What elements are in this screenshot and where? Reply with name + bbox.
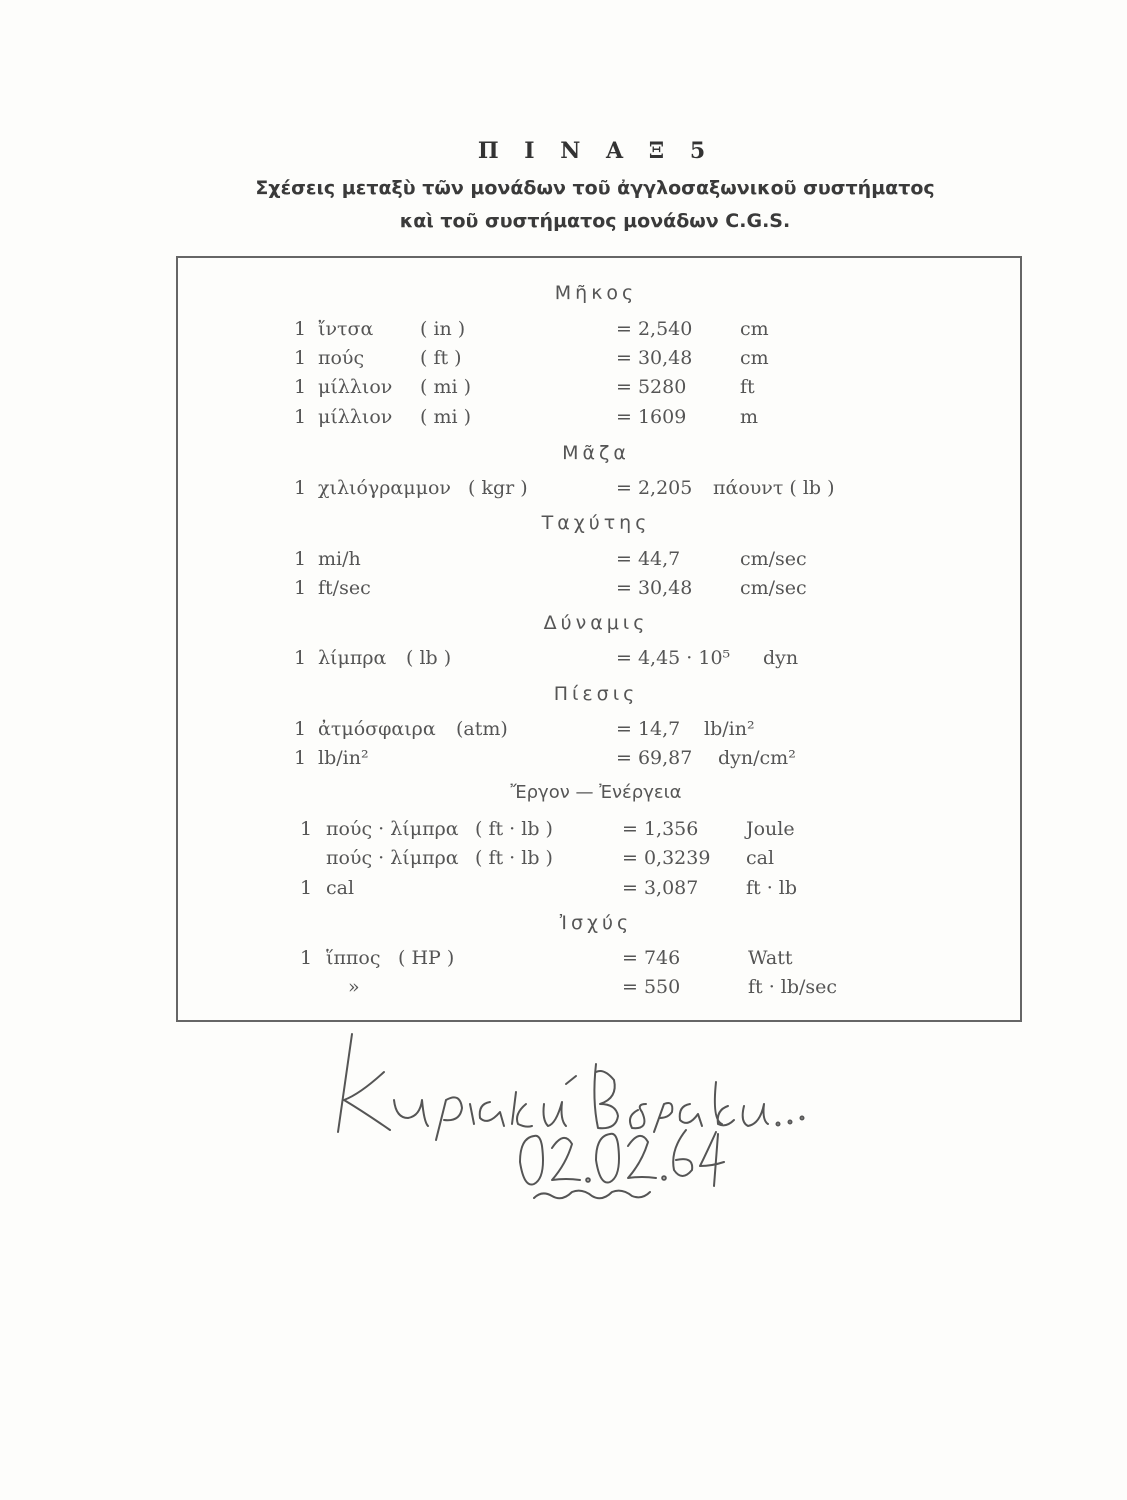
table-row — [0, 818, 1127, 844]
row-value: = 746 — [622, 947, 681, 969]
row-value: = 2,540 — [616, 318, 693, 340]
row-value: = 5280 — [616, 376, 687, 398]
table-row — [0, 718, 1127, 744]
row-target-unit: ft — [740, 376, 755, 398]
row-number: 1 — [294, 718, 307, 740]
row-value: = 30,48 — [616, 347, 693, 369]
row-target-unit: cm — [740, 347, 769, 369]
table-row — [0, 347, 1127, 373]
row-unit-abbr: ( ft · lb ) — [475, 818, 553, 840]
row-target-unit: m — [740, 406, 759, 428]
section-heading-mass: Μᾶζα — [562, 442, 630, 464]
row-target-unit: Joule — [746, 818, 795, 840]
row-unit-name: πούς — [318, 347, 365, 369]
row-value: = 0,3239 — [622, 847, 711, 869]
row-number: 1 — [294, 577, 307, 599]
row-unit-name: ἵππος — [326, 947, 381, 969]
row-unit-abbr: (atm) — [456, 718, 508, 740]
row-target-unit: cm/sec — [740, 577, 807, 599]
row-unit-abbr: ( HP ) — [398, 947, 455, 969]
page-title: Π Ι Ν Α Ξ 5 — [477, 138, 715, 164]
page-subtitle-line1: Σχέσεις μεταξὺ τῶν μονάδων τοῦ ἀγγλοσαξωνικοῦ συστήματος — [255, 177, 935, 199]
table-row — [0, 477, 1127, 503]
table-row — [0, 847, 1127, 873]
row-target-unit: Watt — [748, 947, 793, 969]
row-unit-abbr: ( mi ) — [420, 376, 471, 398]
row-unit-name: cal — [326, 877, 355, 899]
row-unit-name: ἴντσα — [318, 318, 374, 340]
row-unit-name: λίμπρα — [318, 647, 387, 669]
row-value: = 2,205 — [616, 477, 693, 499]
section-heading-work: Ἔργον — Ἐνέργεια — [510, 782, 682, 803]
section-heading-force: Δύναμις — [543, 612, 649, 634]
row-unit-name: » — [348, 976, 360, 998]
row-number: 1 — [294, 477, 307, 499]
row-unit-name: ft/sec — [318, 577, 371, 599]
row-value: = 69,87 — [616, 747, 693, 769]
row-value: = 1609 — [616, 406, 687, 428]
row-number: 1 — [294, 376, 307, 398]
row-value: = 14,7 — [616, 718, 681, 740]
table-row — [0, 406, 1127, 432]
row-unit-name: lb/in² — [318, 747, 369, 769]
row-unit-name: πούς · λίμπρα — [326, 847, 459, 869]
row-number: 1 — [300, 818, 313, 840]
row-number: 1 — [294, 347, 307, 369]
row-unit-name: μίλλιον — [318, 406, 393, 428]
row-target-unit: ft · lb — [746, 877, 798, 899]
table-row — [0, 877, 1127, 903]
table-row — [0, 548, 1127, 574]
row-unit-abbr: ( ft ) — [420, 347, 462, 369]
row-target-unit: lb/in² — [704, 718, 755, 740]
row-target-unit: dyn/cm² — [718, 747, 796, 769]
row-value: = 550 — [622, 976, 681, 998]
row-target-unit: cm/sec — [740, 548, 807, 570]
table-row — [0, 647, 1127, 673]
row-value: = 1,356 — [622, 818, 699, 840]
page-subtitle-line2: καὶ τοῦ συστήματος μονάδων C.G.S. — [399, 210, 791, 232]
section-heading-speed: Ταχύτης — [541, 512, 651, 534]
table-row — [0, 747, 1127, 773]
row-unit-name: μίλλιον — [318, 376, 393, 398]
row-unit-name: mi/h — [318, 548, 361, 570]
row-number: 1 — [300, 877, 313, 899]
row-target-unit: cal — [746, 847, 775, 869]
table-row — [0, 577, 1127, 603]
row-unit-name: χιλιόγραμμον — [318, 477, 451, 499]
row-target-unit: dyn — [763, 647, 799, 669]
row-target-unit: cm — [740, 318, 769, 340]
row-number: 1 — [294, 318, 307, 340]
row-unit-abbr: ( kgr ) — [468, 477, 528, 499]
row-unit-abbr: ( mi ) — [420, 406, 471, 428]
row-number: 1 — [300, 947, 313, 969]
table-row — [0, 947, 1127, 973]
row-unit-name: πούς · λίμπρα — [326, 818, 459, 840]
row-unit-name: ἀτμόσφαιρα — [318, 718, 436, 740]
row-unit-abbr: ( lb ) — [406, 647, 452, 669]
section-heading-length: Μῆκος — [554, 282, 638, 304]
row-target-unit: πάουντ ( lb ) — [713, 477, 835, 499]
row-number: 1 — [294, 548, 307, 570]
row-value: = 44,7 — [616, 548, 681, 570]
row-target-unit: ft · lb/sec — [748, 976, 838, 998]
row-number: 1 — [294, 406, 307, 428]
row-number: 1 — [294, 647, 307, 669]
handwritten-annotation — [320, 1020, 840, 1210]
section-heading-pressure: Πίεσις — [553, 683, 639, 705]
row-number: 1 — [294, 747, 307, 769]
table-row — [0, 376, 1127, 402]
table-row — [0, 976, 1127, 1002]
row-value: = 4,45 · 10⁵ — [616, 647, 731, 669]
row-unit-abbr: ( in ) — [420, 318, 466, 340]
row-value: = 3,087 — [622, 877, 699, 899]
row-value: = 30,48 — [616, 577, 693, 599]
table-row — [0, 318, 1127, 344]
section-heading-power: Ἰσχύς — [559, 912, 633, 934]
row-unit-abbr: ( ft · lb ) — [475, 847, 553, 869]
